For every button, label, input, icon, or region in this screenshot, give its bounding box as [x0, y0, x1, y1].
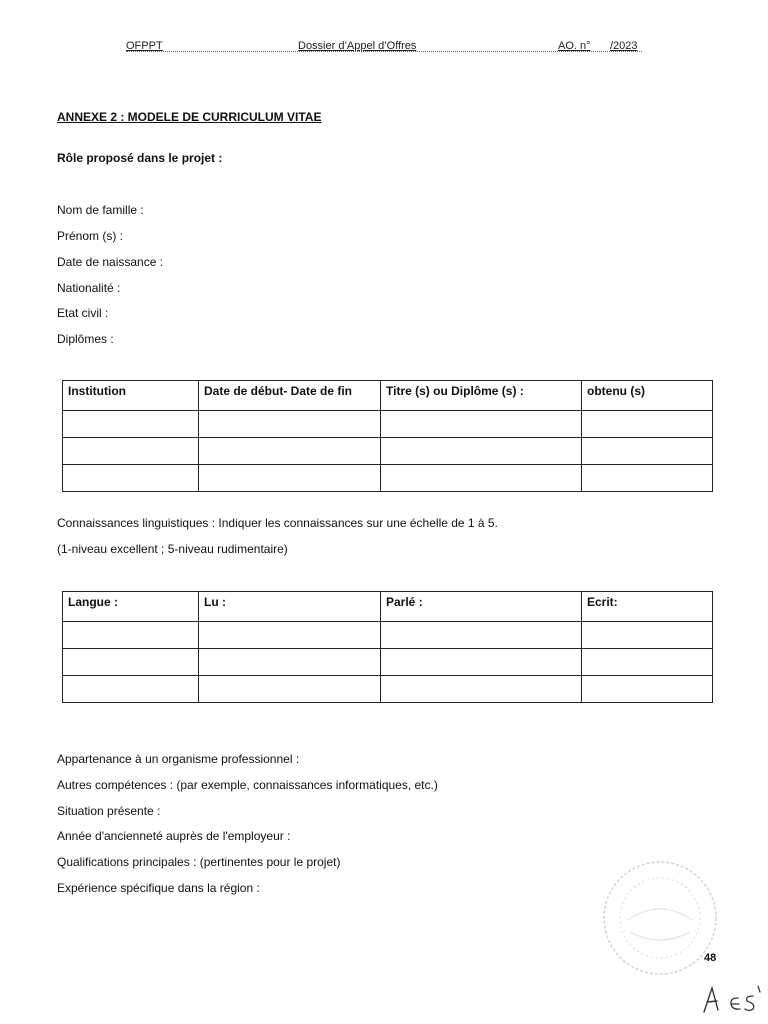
header-org: OFPPT [126, 40, 163, 52]
table-row [63, 465, 713, 492]
table-cell[interactable] [63, 411, 199, 438]
table-cell[interactable] [63, 622, 199, 649]
table-cell[interactable] [582, 465, 713, 492]
header-rule [126, 51, 642, 52]
table-cell[interactable] [381, 465, 582, 492]
language-table [62, 591, 713, 703]
table-cell[interactable] [199, 622, 381, 649]
language-scale-note: (1-niveau excellent ; 5-niveau rudimentaire) [57, 542, 288, 556]
diploma-table [62, 380, 713, 492]
table-cell[interactable] [381, 676, 582, 703]
table-cell[interactable] [582, 411, 713, 438]
proposed-role-label: Rôle proposé dans le projet : [57, 151, 223, 165]
field-diplomes: Diplômes : [57, 332, 114, 346]
table-cell[interactable] [199, 411, 381, 438]
table-row [63, 411, 713, 438]
table-cell[interactable] [381, 411, 582, 438]
language-header-ecrit: Ecrit: [582, 592, 713, 622]
diploma-header-dates: Date de début- Date de fin [199, 381, 381, 411]
table-row [63, 622, 713, 649]
language-header-lu: Lu : [199, 592, 381, 622]
table-cell[interactable] [63, 649, 199, 676]
page-number: 48 [704, 952, 717, 964]
table-cell[interactable] [381, 622, 582, 649]
table-cell[interactable] [63, 438, 199, 465]
language-header-parle: Parlé : [381, 592, 582, 622]
annex-title: ANNEXE 2 : MODELE DE CURRICULUM VITAE [57, 110, 322, 124]
field-situation-presente: Situation présente : [57, 804, 161, 818]
field-etat-civil: Etat civil : [57, 306, 109, 320]
table-cell[interactable] [381, 649, 582, 676]
table-cell[interactable] [582, 676, 713, 703]
table-cell[interactable] [199, 465, 381, 492]
field-experience-region: Expérience spécifique dans la région : [57, 881, 260, 895]
header-document-title: Dossier d’Appel d’Offres [298, 40, 417, 52]
language-table-header-row [63, 592, 713, 622]
official-stamp [600, 858, 720, 978]
table-cell[interactable] [582, 649, 713, 676]
table-row [63, 649, 713, 676]
field-autres-competences: Autres compétences : (par exemple, connaissances informatiques, etc.) [57, 778, 438, 792]
language-header-langue: Langue : [63, 592, 199, 622]
diploma-header-institution: Institution [63, 381, 199, 411]
diploma-header-titre: Titre (s) ou Diplôme (s) : [381, 381, 582, 411]
table-cell[interactable] [199, 649, 381, 676]
field-nationalite: Nationalité : [57, 281, 121, 295]
handwritten-initials [698, 980, 768, 1018]
language-instructions: Connaissances linguistiques : Indiquer les connaissances sur une échelle de 1 à 5. [57, 516, 498, 530]
table-cell[interactable] [381, 438, 582, 465]
field-appartenance: Appartenance à un organisme professionnel : [57, 752, 300, 766]
header-reference: AO. n° [558, 40, 591, 52]
field-nom-de-famille: Nom de famille : [57, 203, 144, 217]
field-qualifications: Qualifications principales : (pertinentes pour le projet) [57, 855, 341, 869]
diploma-header-obtenu: obtenu (s) [582, 381, 713, 411]
header-year: /2023 [610, 40, 638, 52]
table-cell[interactable] [199, 438, 381, 465]
diploma-table-header-row [63, 381, 713, 411]
table-cell[interactable] [63, 676, 199, 703]
table-row [63, 438, 713, 465]
table-cell[interactable] [582, 622, 713, 649]
field-date-de-naissance: Date de naissance : [57, 255, 164, 269]
field-anciennete: Année d'ancienneté auprès de l'employeur : [57, 829, 291, 843]
table-cell[interactable] [63, 465, 199, 492]
field-prenom: Prénom (s) : [57, 229, 124, 243]
table-row [63, 676, 713, 703]
table-cell[interactable] [199, 676, 381, 703]
table-cell[interactable] [582, 438, 713, 465]
